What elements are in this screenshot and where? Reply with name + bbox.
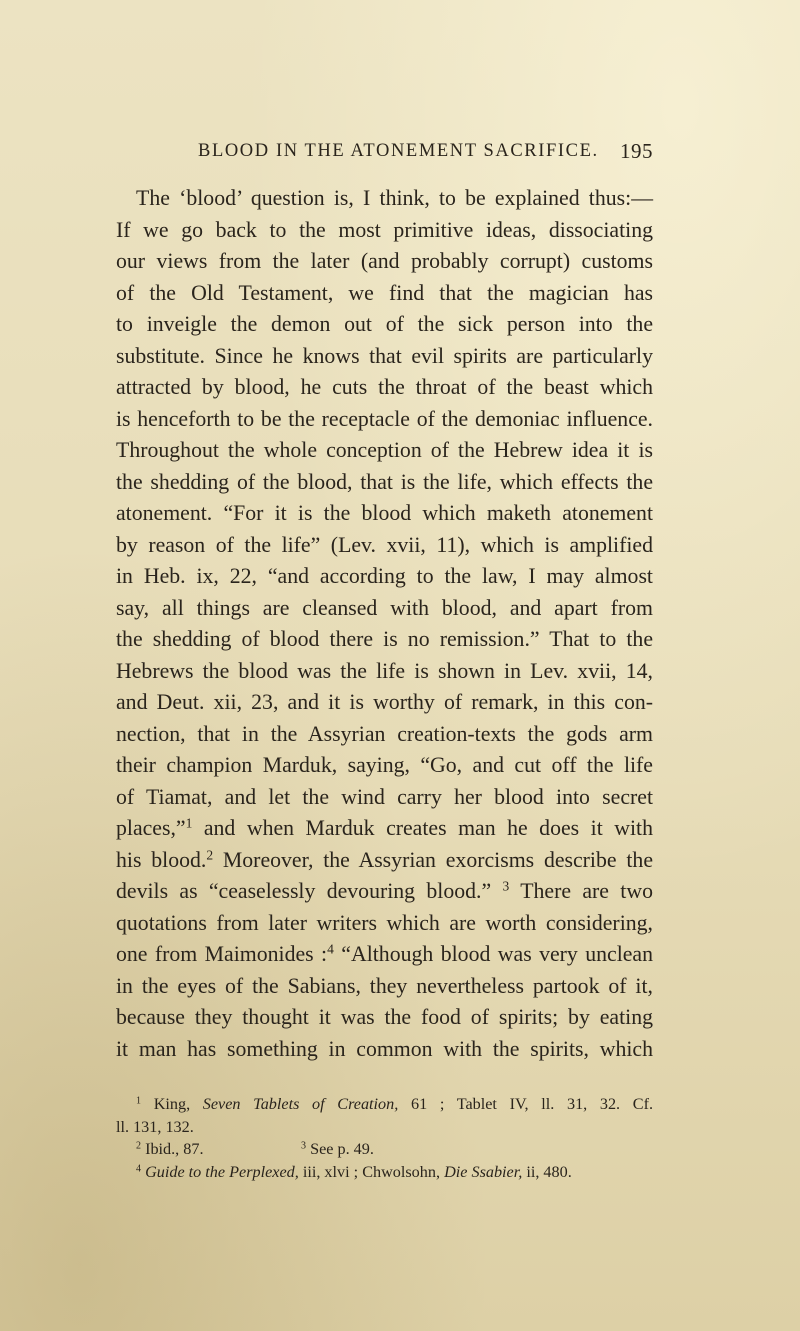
body-line: their champion Marduk, saying, “Go, and cut off the life [116, 753, 653, 777]
body-line: our views from the later (and probably corrupt) customs [116, 249, 653, 273]
body-line: attracted by blood, he cuts the throat of the beast which [116, 375, 653, 399]
body-line [116, 876, 653, 908]
body-segment: one from Maimonides : [116, 942, 328, 966]
footnote-title: Seven Tablets of Creation, [202, 1095, 399, 1113]
footnote-ref: 3 [502, 878, 510, 894]
body-segment: Moreover, the Assyrian exorcisms describe the [222, 847, 653, 872]
body-line: quotations from later writers which are worth considering, [116, 910, 653, 935]
page-number: 195 [620, 139, 653, 163]
footnote-text: Ibid., 87. [145, 1140, 204, 1158]
footnote-1-continued: ll. 131, 132. [116, 1117, 194, 1136]
body-line: If we go back to the most primitive ideas, dissociating [116, 217, 653, 242]
body-line: substitute. Since he knows that evil spirits are particularly [116, 343, 653, 368]
body-line: it man has something in common with the spirits, which [116, 1036, 653, 1061]
footnote-ref: 4 [327, 941, 334, 957]
footnote-4 [116, 1161, 653, 1184]
body-line: nection, that in the Assyrian creation-texts the gods arm [116, 721, 653, 746]
body-line: the shedding of blood there is no remission.” That to the [116, 627, 653, 651]
footnote-author: King, [153, 1095, 191, 1113]
footnote-mark: 2 [136, 1140, 142, 1152]
body-line: Hebrews the blood was the life is shown in Lev. xvii, 14, [116, 658, 653, 683]
body-segment: “Although blood was very unclean [341, 942, 654, 966]
footnote-1 [116, 1093, 653, 1116]
body-line [116, 845, 653, 877]
body-line: atonement. “For it is the blood which maketh atonement [116, 501, 653, 525]
footnote-text: ii, 480. [526, 1162, 572, 1181]
footnote-text: iii, xlvi ; Chwolsohn, [302, 1162, 441, 1181]
footnote-ref: 1 [185, 815, 193, 831]
body-line [116, 813, 653, 845]
body-line: by reason of the life” (Lev. xvii, 11), which is amplified [116, 532, 653, 557]
body-line: to inveigle the demon out of the sick person into the [116, 312, 653, 336]
body-line: is henceforth to be the receptacle of the demoniac influence. [116, 406, 653, 431]
body-segment: and when Marduk creates man he does it with [203, 816, 654, 840]
body-line: The ‘blood’ question is, I think, to be explained thus:— [136, 186, 653, 210]
footnote-text: 61 ; Tablet IV, ll. 31, 32. Cf. [410, 1095, 654, 1113]
body-segment: devils as “ceaselessly devouring blood.” [116, 879, 492, 903]
footnote-text: See p. 49. [310, 1140, 374, 1158]
body-line: in Heb. ix, 22, “and according to the law, I may almost [116, 564, 653, 588]
running-head [198, 139, 653, 165]
body-line: the shedding of the blood, that is the life, which effects the [116, 469, 653, 494]
body-line: say, all things are cleansed with blood, and apart from [116, 595, 653, 620]
body-line: and Deut. xii, 23, and it is worthy of remark, in this con- [116, 690, 653, 714]
body-line [116, 939, 653, 971]
footnote-2 [136, 1138, 301, 1161]
body-line: of the Old Testament, we find that the magician has [116, 280, 653, 305]
body-line: Throughout the whole conception of the Hebrew idea it is [116, 438, 653, 462]
body-line: of Tiamat, and let the wind carry her blood into secret [116, 784, 653, 809]
body-segment: There are two [520, 879, 653, 903]
body-line: because they thought it was the food of spirits; by eating [116, 1005, 653, 1029]
footnote-mark: 3 [301, 1140, 307, 1152]
footnote-title: Die Ssabier, [444, 1162, 523, 1181]
body-text [116, 183, 653, 1065]
footnote-mark: 1 [136, 1095, 142, 1107]
running-title: BLOOD IN THE ATONEMENT SACRIFICE. [198, 141, 599, 161]
footnote-ref: 2 [206, 847, 214, 863]
footnotes [116, 1093, 653, 1183]
footnote-3 [301, 1138, 374, 1161]
body-segment: his blood. [116, 847, 207, 872]
footnote-title: Guide to the Perplexed, [145, 1162, 299, 1181]
footnote-2-3 [116, 1138, 653, 1161]
body-line: in the eyes of the Sabians, they nevertheless partook of it, [116, 973, 653, 998]
body-segment: places,” [116, 816, 186, 840]
footnote-mark: 4 [136, 1162, 142, 1174]
